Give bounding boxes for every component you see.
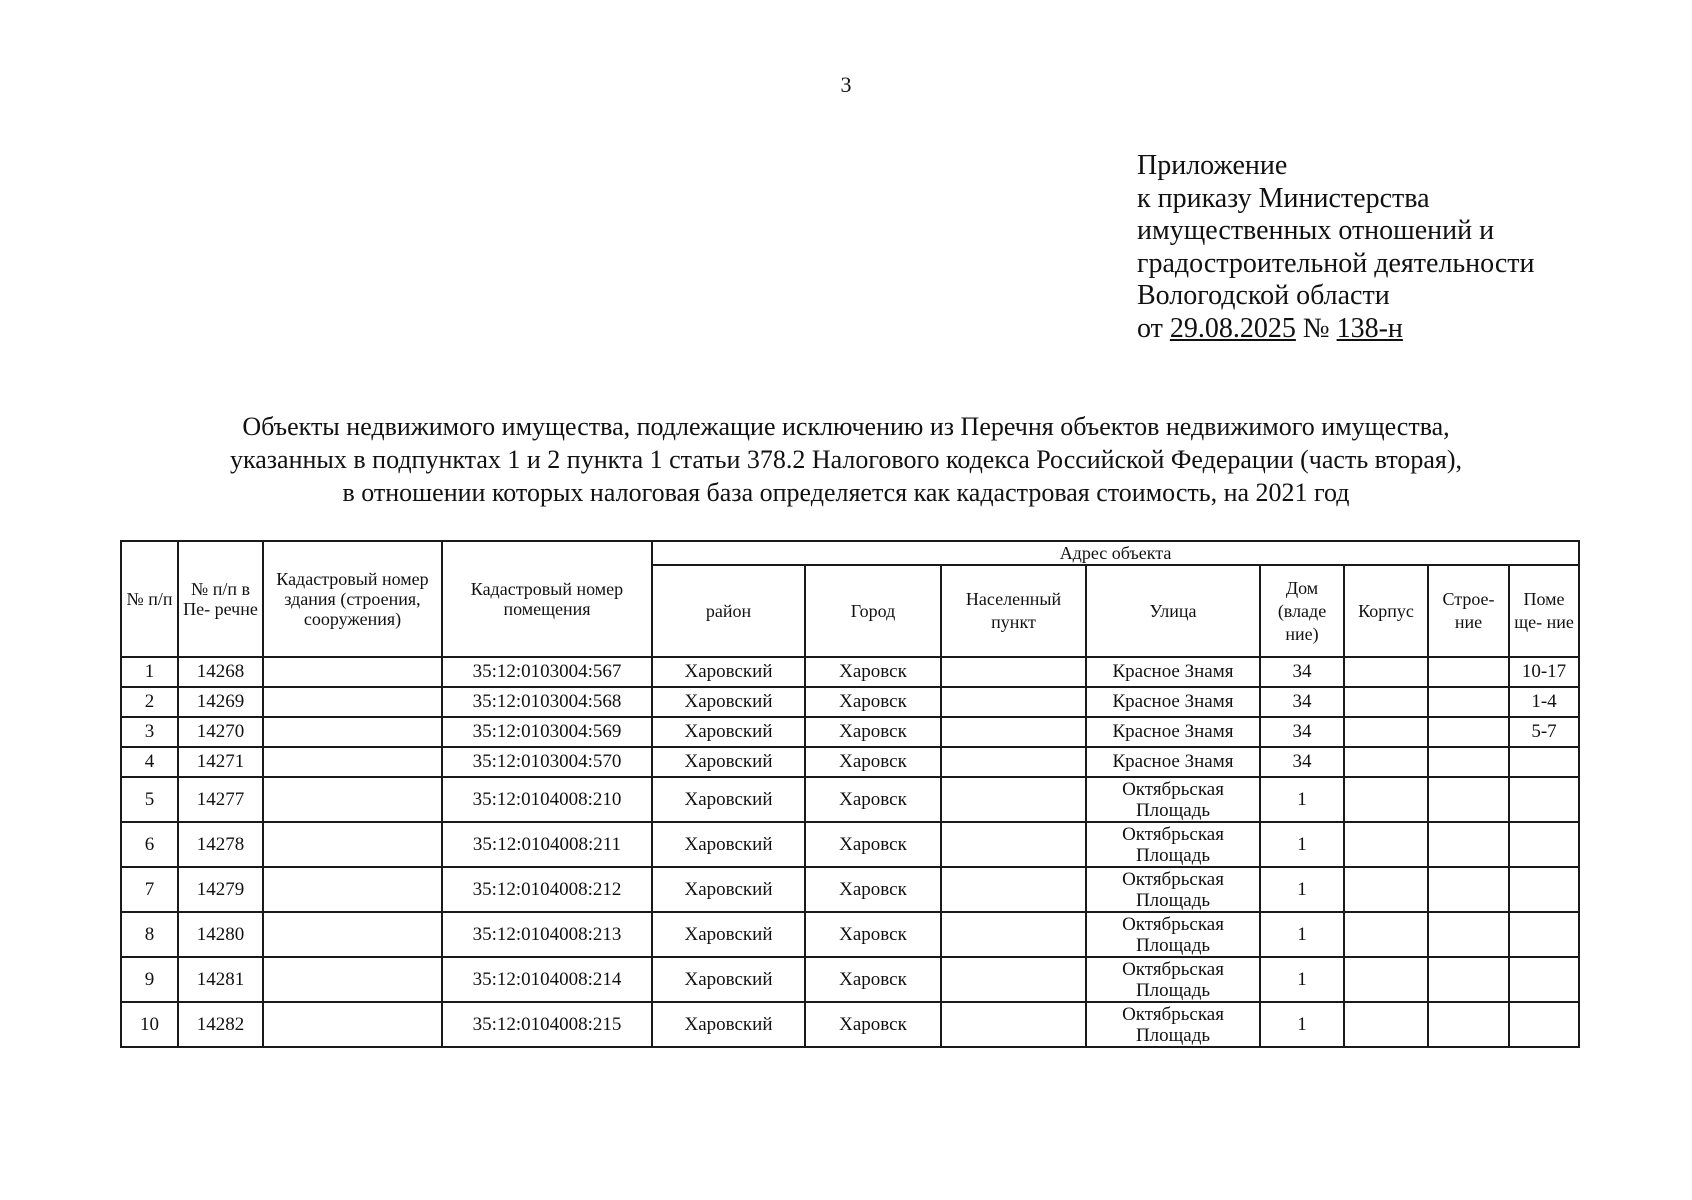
cell-street: Октябрьская Площадь <box>1086 777 1260 822</box>
cell-room-cadastral: 35:12:0103004:567 <box>442 657 652 687</box>
cell-structure <box>1428 957 1509 1002</box>
header-structure: Строе- ние <box>1428 565 1509 657</box>
cell-house: 34 <box>1260 717 1344 747</box>
cell-district: Харовский <box>652 657 805 687</box>
table-row <box>121 822 1579 867</box>
table-row <box>121 912 1579 957</box>
cell-city: Харовск <box>805 657 941 687</box>
cell-city: Харовск <box>805 822 941 867</box>
cell-room-cadastral: 35:12:0104008:211 <box>442 822 652 867</box>
page-number: 3 <box>840 72 852 97</box>
cell-street: Октябрьская Площадь <box>1086 1002 1260 1047</box>
cell-city: Харовск <box>805 747 941 777</box>
order-number: 138-н <box>1336 312 1403 344</box>
cell-list-num: 14277 <box>178 777 263 822</box>
cell-structure <box>1428 822 1509 867</box>
cell-num: 5 <box>121 777 178 822</box>
cell-street: Октябрьская Площадь <box>1086 957 1260 1002</box>
document-title <box>0 410 1692 509</box>
header-settlement: Населенный пункт <box>941 565 1086 657</box>
cell-city: Харовск <box>805 717 941 747</box>
header-house: Дом (владе ние) <box>1260 565 1344 657</box>
cell-building-cadastral <box>263 747 442 777</box>
cell-room <box>1509 867 1579 912</box>
cell-building-cadastral <box>263 687 442 717</box>
table-row <box>121 717 1579 747</box>
cell-street: Октябрьская Площадь <box>1086 867 1260 912</box>
cell-street: Красное Знамя <box>1086 747 1260 777</box>
header-corpus: Корпус <box>1344 565 1428 657</box>
cell-building-cadastral <box>263 657 442 687</box>
cell-corpus <box>1344 867 1428 912</box>
cell-room-cadastral: 35:12:0103004:569 <box>442 717 652 747</box>
cell-street: Красное Знамя <box>1086 717 1260 747</box>
cell-corpus <box>1344 717 1428 747</box>
cell-settlement <box>941 687 1086 717</box>
header-district: район <box>652 565 805 657</box>
cell-street: Красное Знамя <box>1086 657 1260 687</box>
cell-structure <box>1428 912 1509 957</box>
cell-room-cadastral: 35:12:0103004:568 <box>442 687 652 717</box>
header-num: № п/п <box>121 541 178 657</box>
cell-house: 34 <box>1260 687 1344 717</box>
cell-house: 1 <box>1260 777 1344 822</box>
appendix-order-line <box>1137 313 1657 346</box>
cell-room <box>1509 957 1579 1002</box>
title-line: указанных в подпунктах 1 и 2 пункта 1 статьи 378.2 Налогового кодекса Российской Федерации (часть вторая), <box>230 445 1462 474</box>
header-building-cadastral: Кадастровый номер здания (строения, сооружения) <box>263 541 442 657</box>
cell-district: Харовский <box>652 822 805 867</box>
cell-building-cadastral <box>263 717 442 747</box>
order-date: 29.08.2025 <box>1169 312 1296 344</box>
cell-city: Харовск <box>805 867 941 912</box>
cell-room-cadastral: 35:12:0104008:214 <box>442 957 652 1002</box>
cell-list-num: 14282 <box>178 1002 263 1047</box>
appendix-line: Вологодской области <box>1137 280 1390 311</box>
appendix-order-prefix: от <box>1137 312 1163 344</box>
cell-district: Харовский <box>652 717 805 747</box>
cell-corpus <box>1344 777 1428 822</box>
cell-settlement <box>941 1002 1086 1047</box>
cell-building-cadastral <box>263 867 442 912</box>
title-line: Объекты недвижимого имущества, подлежащие исключению из Перечня объектов недвижимого имущества, <box>242 412 1450 441</box>
cell-settlement <box>941 777 1086 822</box>
cell-room-cadastral: 35:12:0104008:212 <box>442 867 652 912</box>
header-num-in-list: № п/п в Пе- речне <box>178 541 263 657</box>
cell-house: 34 <box>1260 657 1344 687</box>
cell-district: Харовский <box>652 1002 805 1047</box>
cell-city: Харовск <box>805 777 941 822</box>
cell-room <box>1509 747 1579 777</box>
cell-room <box>1509 1002 1579 1047</box>
cell-room <box>1509 822 1579 867</box>
cell-room-cadastral: 35:12:0103004:570 <box>442 747 652 777</box>
cell-settlement <box>941 657 1086 687</box>
cell-district: Харовский <box>652 747 805 777</box>
cell-settlement <box>941 957 1086 1002</box>
cell-city: Харовск <box>805 912 941 957</box>
cell-house: 34 <box>1260 747 1344 777</box>
cell-room <box>1509 777 1579 822</box>
cell-list-num: 14271 <box>178 747 263 777</box>
cell-corpus <box>1344 957 1428 1002</box>
cell-street: Октябрьская Площадь <box>1086 822 1260 867</box>
cell-settlement <box>941 867 1086 912</box>
header-address: Адрес объекта <box>652 541 1579 565</box>
number-sign: № <box>1302 312 1330 344</box>
cell-room: 5-7 <box>1509 717 1579 747</box>
cell-list-num: 14270 <box>178 717 263 747</box>
cell-district: Харовский <box>652 957 805 1002</box>
title-line: в отношении которых налоговая база определяется как кадастровая стоимость, на 2021 год <box>342 478 1350 507</box>
cell-settlement <box>941 717 1086 747</box>
cell-district: Харовский <box>652 777 805 822</box>
cell-num: 10 <box>121 1002 178 1047</box>
table-row <box>121 747 1579 777</box>
cell-num: 3 <box>121 717 178 747</box>
cell-room-cadastral: 35:12:0104008:215 <box>442 1002 652 1047</box>
cell-city: Харовск <box>805 1002 941 1047</box>
objects-table <box>120 540 1580 1048</box>
cell-street: Октябрьская Площадь <box>1086 912 1260 957</box>
cell-house: 1 <box>1260 912 1344 957</box>
cell-structure <box>1428 687 1509 717</box>
cell-house: 1 <box>1260 957 1344 1002</box>
cell-room-cadastral: 35:12:0104008:210 <box>442 777 652 822</box>
cell-list-num: 14268 <box>178 657 263 687</box>
cell-structure <box>1428 747 1509 777</box>
cell-building-cadastral <box>263 1002 442 1047</box>
cell-list-num: 14279 <box>178 867 263 912</box>
appendix-line: Приложение <box>1137 150 1288 181</box>
cell-list-num: 14278 <box>178 822 263 867</box>
table-row <box>121 1002 1579 1047</box>
cell-num: 7 <box>121 867 178 912</box>
cell-list-num: 14281 <box>178 957 263 1002</box>
table-row <box>121 957 1579 1002</box>
cell-num: 9 <box>121 957 178 1002</box>
cell-list-num: 14280 <box>178 912 263 957</box>
cell-room: 10-17 <box>1509 657 1579 687</box>
cell-room <box>1509 912 1579 957</box>
appendix-line: градостроительной деятельности <box>1137 247 1535 279</box>
cell-city: Харовск <box>805 687 941 717</box>
table-body <box>121 657 1579 1047</box>
cell-house: 1 <box>1260 822 1344 867</box>
cell-structure <box>1428 657 1509 687</box>
header-room-cadastral: Кадастровый номер помещения <box>442 541 652 657</box>
cell-settlement <box>941 747 1086 777</box>
cell-house: 1 <box>1260 867 1344 912</box>
cell-settlement <box>941 912 1086 957</box>
cell-structure <box>1428 1002 1509 1047</box>
cell-num: 8 <box>121 912 178 957</box>
appendix-block <box>1137 150 1657 345</box>
cell-district: Харовский <box>652 867 805 912</box>
cell-building-cadastral <box>263 912 442 957</box>
appendix-line: к приказу Министерства <box>1137 182 1430 214</box>
cell-corpus <box>1344 657 1428 687</box>
cell-room: 1-4 <box>1509 687 1579 717</box>
cell-corpus <box>1344 822 1428 867</box>
table-row <box>121 687 1579 717</box>
cell-house: 1 <box>1260 1002 1344 1047</box>
header-city: Город <box>805 565 941 657</box>
cell-structure <box>1428 717 1509 747</box>
appendix-line: имущественных отношений и <box>1137 215 1495 246</box>
cell-num: 4 <box>121 747 178 777</box>
cell-corpus <box>1344 687 1428 717</box>
cell-city: Харовск <box>805 957 941 1002</box>
cell-num: 1 <box>121 657 178 687</box>
header-room: Поме ще- ние <box>1509 565 1579 657</box>
cell-corpus <box>1344 912 1428 957</box>
cell-settlement <box>941 822 1086 867</box>
cell-district: Харовский <box>652 687 805 717</box>
cell-structure <box>1428 867 1509 912</box>
cell-num: 6 <box>121 822 178 867</box>
cell-building-cadastral <box>263 777 442 822</box>
cell-room-cadastral: 35:12:0104008:213 <box>442 912 652 957</box>
cell-building-cadastral <box>263 957 442 1002</box>
cell-district: Харовский <box>652 912 805 957</box>
cell-num: 2 <box>121 687 178 717</box>
cell-structure <box>1428 777 1509 822</box>
table-row <box>121 867 1579 912</box>
cell-building-cadastral <box>263 822 442 867</box>
cell-list-num: 14269 <box>178 687 263 717</box>
cell-corpus <box>1344 1002 1428 1047</box>
cell-corpus <box>1344 747 1428 777</box>
table-row <box>121 777 1579 822</box>
cell-street: Красное Знамя <box>1086 687 1260 717</box>
header-street: Улица <box>1086 565 1260 657</box>
table-row <box>121 657 1579 687</box>
